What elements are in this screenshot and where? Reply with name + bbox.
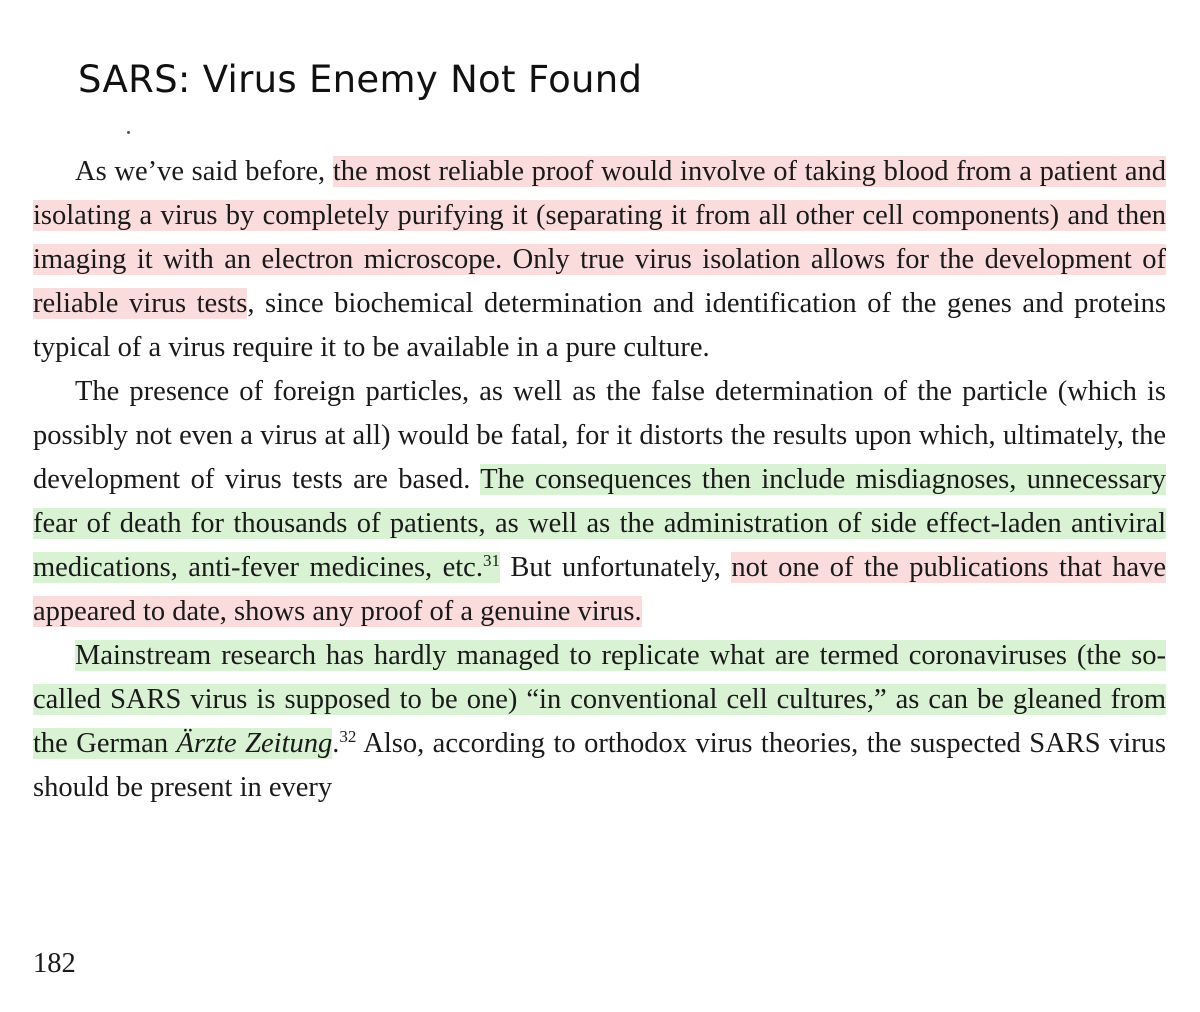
page-number: 182 [33, 948, 76, 979]
text-run: Also, according to orthodox virus theories, the suspected SARS virus should be present in every [33, 728, 1166, 803]
text-run: Mainstream research has hardly managed to replicate what are termed coronaviruses (the so-called SARS virus is supposed to be one) “in conventional cell cultures,” as can be gleaned from the German [33, 640, 1166, 759]
text-run: The consequences then include misdiagnoses, unnecessary fear of death for thousands of patients, as well as the administration of side effect-laden antiviral medications, anti-fever medicines, etc. [33, 464, 1167, 583]
text-run: . [332, 728, 340, 759]
text-run: , since biochemical determination and identification of the genes and proteins typical of a virus require it to be available in a pure culture. [33, 288, 1166, 363]
section-heading: SARS: Virus Enemy Not Found [78, 58, 643, 101]
paragraph-2 [33, 370, 1166, 634]
body-text [33, 150, 1166, 810]
paragraph-1 [33, 150, 1166, 370]
footnote-ref-32: 32 [339, 727, 357, 746]
highlight-red: the most reliable proof would involve of taking blood from a patient and isolating a virus by completely purifying it (separating it from all other cell components) and then imaging it with an electron microscope. Only true virus isolation allows for the development of reliable virus tests [33, 156, 1167, 319]
paragraph-3 [33, 634, 1166, 810]
text-run: The presence of foreign particles, as well as the false determination of the particle (which is possibly not even a virus at all) would be fatal, for it distorts the results upon which, ultimately, the development of virus tests are based. [33, 376, 1166, 495]
text-run: As we’ve said before, [75, 156, 333, 187]
footnote-ref-31: 31 [482, 551, 500, 570]
text-run: not one of the publications that have appeared to date, shows any proof of a genuine virus [33, 552, 1166, 627]
text-run: But unfortunately, [499, 552, 732, 583]
publication-title: Ärzte Zeitung [176, 728, 333, 759]
scan-speck [127, 131, 130, 134]
text-run: . [634, 596, 642, 627]
